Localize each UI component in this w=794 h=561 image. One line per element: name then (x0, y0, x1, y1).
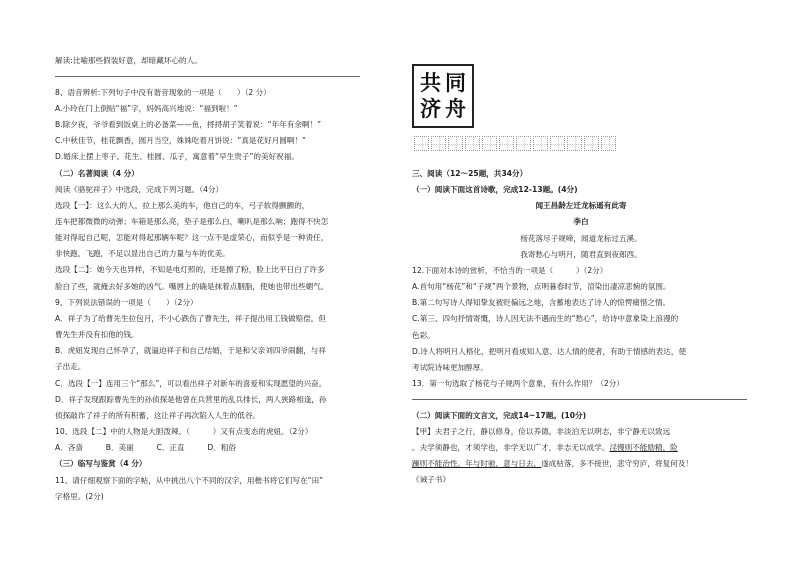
question-8: 8、语音辨析:下列句子中没有谐音现象的一项是（ ）（2 分） (55, 87, 271, 97)
question-8-option-b: B.除夕夜，爷爷看到饭桌上的必备菜——鱼，捋捋胡子笑着说：“年年有余啊！” (55, 120, 322, 130)
tian-grid-box (499, 136, 514, 151)
tian-grid-box (550, 136, 565, 151)
question-9-option-a: 曹先生并没有扣他的钱。 (55, 330, 139, 340)
tian-grid-box (567, 136, 582, 151)
classical-text-segment: 遂成枯落，多不接世，悲守穷庐，将复何及！ (541, 459, 693, 469)
tian-grid-box (482, 136, 497, 151)
question-12-option-c: 色彩。 (412, 330, 435, 340)
question-9-option-b: 子出走。 (55, 362, 86, 372)
tian-grid-box (448, 136, 463, 151)
underlined-segment: 淫慢则不能励精，险 (609, 443, 678, 453)
question-11: 11、请仔细观察下面的字帖，从中挑出八个不同的汉字，用楷书将它们写在“田” (55, 475, 324, 485)
answer-line (412, 399, 747, 400)
question-12-option-d: 考试院诗味更加醇厚。 (412, 362, 488, 372)
poem-line: 我寄愁心与明月，随君直到夜郎西。 (520, 249, 642, 259)
question-8-option-c: C.中秋佳节，桂花飘香，圆月当空，姝姝吃着月饼说：“真是花好月圆啊！” (55, 136, 306, 146)
question-9-option-a: A．祥子为了给曹先生拉包月，不小心跌伤了曹先生，祥子提出用工钱做赔偿，但 (55, 313, 326, 323)
question-12-option-a: A.首句用“杨花”和“子规”两个景物，点明暮春时节，渲染出凄凉悲惋的氛围。 (412, 282, 671, 292)
classical-text-line (412, 458, 750, 470)
question-12: 12.下面对本诗的赏析，不恰当的一项是（ ）（2分） (412, 265, 608, 275)
section-heading-calligraphy: （三）临写与鉴赏（4 分） (55, 459, 147, 469)
excerpt-1-line: 非快跑，飞跑，不足以显出自己的力量与车的优美。 (55, 249, 230, 259)
right-column (412, 58, 750, 491)
stamp-char: 舟 (445, 96, 466, 121)
subsection-classical: （二）阅读下面的文言文，完成14~17题。(10分) (412, 410, 587, 420)
excerpt-1-line: 能对得起自己呢，怎能对得起那辆车呢？这一点不是虚荣心，而似乎是一种责任， (55, 233, 329, 243)
tian-grid-box (465, 136, 480, 151)
question-12-option-b: B.第二句写诗人得知挚友被贬偏远之地，含蓄地表达了诗人的惊愕痛惜之情。 (412, 298, 671, 308)
divider (55, 76, 360, 77)
excerpt-1-line: 选段【一】：这么大的人，拉上那么美的车，他自己的车，弓子软得颤颤的， (55, 200, 310, 210)
question-9-option-c: C．选段【一】连用三个“那么”，可以看出祥子对新车的喜爱和实现愿望的兴奋。 (55, 378, 327, 388)
tian-grid-box (431, 136, 446, 151)
poem-title: 闻王昌龄左迁龙标遥有此寄 (535, 201, 627, 211)
tian-grid-box (414, 136, 429, 151)
question-9-option-d: 侦探敲诈了祥子的所有积蓄，这让祥子再次陷入人生的低谷。 (55, 410, 261, 420)
excerpt-2-line: 脸白了些，就掩去好多她的凶气。嘴唇上的确是抹着点胭脂，使她也带出些媚气。 (55, 281, 329, 291)
tian-grid-box (516, 136, 531, 151)
section-heading-reading: 三、阅读（12～25题，共34分） (412, 169, 528, 178)
question-12-option-d: D.诗人将明月人格化，把明月看成知人意、达人情的使者，有助于情感的表达，使 (412, 346, 687, 356)
stamp-char: 济 (420, 96, 441, 121)
left-column (55, 55, 390, 507)
poem-author: 李白 (573, 217, 589, 227)
question-11: 字格里。(2分) (55, 491, 104, 501)
calligraphy-sample (412, 58, 750, 168)
subsection-poem: （一）阅读下面这首诗歌，完成12-13题。(4分) (412, 185, 578, 195)
tian-grid-box (533, 136, 548, 151)
stamp-char: 共 (420, 70, 441, 95)
question-8-option-a: A.小玲在门上倒贴“福”字，妈妈高兴地说：“福到啦！” (55, 103, 238, 113)
section-heading-classics: （二）名著阅读（4 分） (55, 168, 139, 178)
excerpt-2-line: 选段【二】：她今天也异样，不知是电灯照的，还是擦了粉，脸上比平日白了许多 (55, 265, 325, 275)
calligraphy-stamp (412, 64, 474, 128)
classical-text-segment: 。夫学须静也，才须学也，非学无以广才，非志无以成学。 (412, 443, 610, 453)
question-10: 10、选段【二】中的人物是大胆泼辣、（ ）又有点变态的虎妞。（2分） (55, 427, 313, 437)
excerpt-1-line: 连车把都微微的动弹；车箱是那么亮，垫子是那么白，喇叭是那么响；跑得不快怎 (55, 217, 329, 227)
question-10-options: A．吝啬 B．美丽 C．正直 D．粗俗 (55, 443, 237, 453)
poem-line: 杨花落尽子规啼，闻道龙标过五溪。 (520, 233, 642, 243)
question-9-option-b: B．虎妞发现自己怀孕了，就逼迫祥子和自己结婚，于是和父亲刘四爷闹翻，与祥 (55, 346, 326, 356)
question-9-option-d: D．祥子发现跟踪曹先生的孙侦探是他曾在兵营里的乱兵排长，两人狭路相逢，孙 (55, 394, 327, 404)
question-13: 13．第一句选取了杨花与子规两个意象，有什么作用？（2分） (412, 379, 624, 389)
classical-text-line: 【甲】夫君子之行，静以修身，俭以养德。非淡泊无以明志，非宁静无以致远 (412, 426, 671, 436)
question-12-option-c: C.第三、四句抒情寄慨，诗人因无法不遇而生的“愁心”，给诗中意象染上浪漫的 (412, 314, 679, 324)
question-9: 9、下列说法错误的一项是（ ）（2分） (55, 297, 198, 307)
tian-grid-box (584, 136, 599, 151)
writing-grid (414, 136, 618, 151)
underlined-segment: 躁则不能治性。年与时驰，意与日去， (412, 459, 542, 469)
tian-grid-box (601, 136, 616, 151)
reading-intro: 阅读《骆驼祥子》中选段，完成下列习题。（4分） (55, 184, 224, 194)
classical-text-line (412, 442, 750, 454)
interpretation-line: 解读:比喻那些假装好意，却暗藏坏心的人。 (55, 56, 202, 65)
stamp-char: 同 (445, 70, 466, 95)
classical-source: 《诫子书》 (412, 475, 450, 485)
question-8-option-d: D.婚床上摆上枣子、花生、桂圆、瓜子，寓意着“早生贵子”的美好祝福。 (55, 152, 299, 162)
